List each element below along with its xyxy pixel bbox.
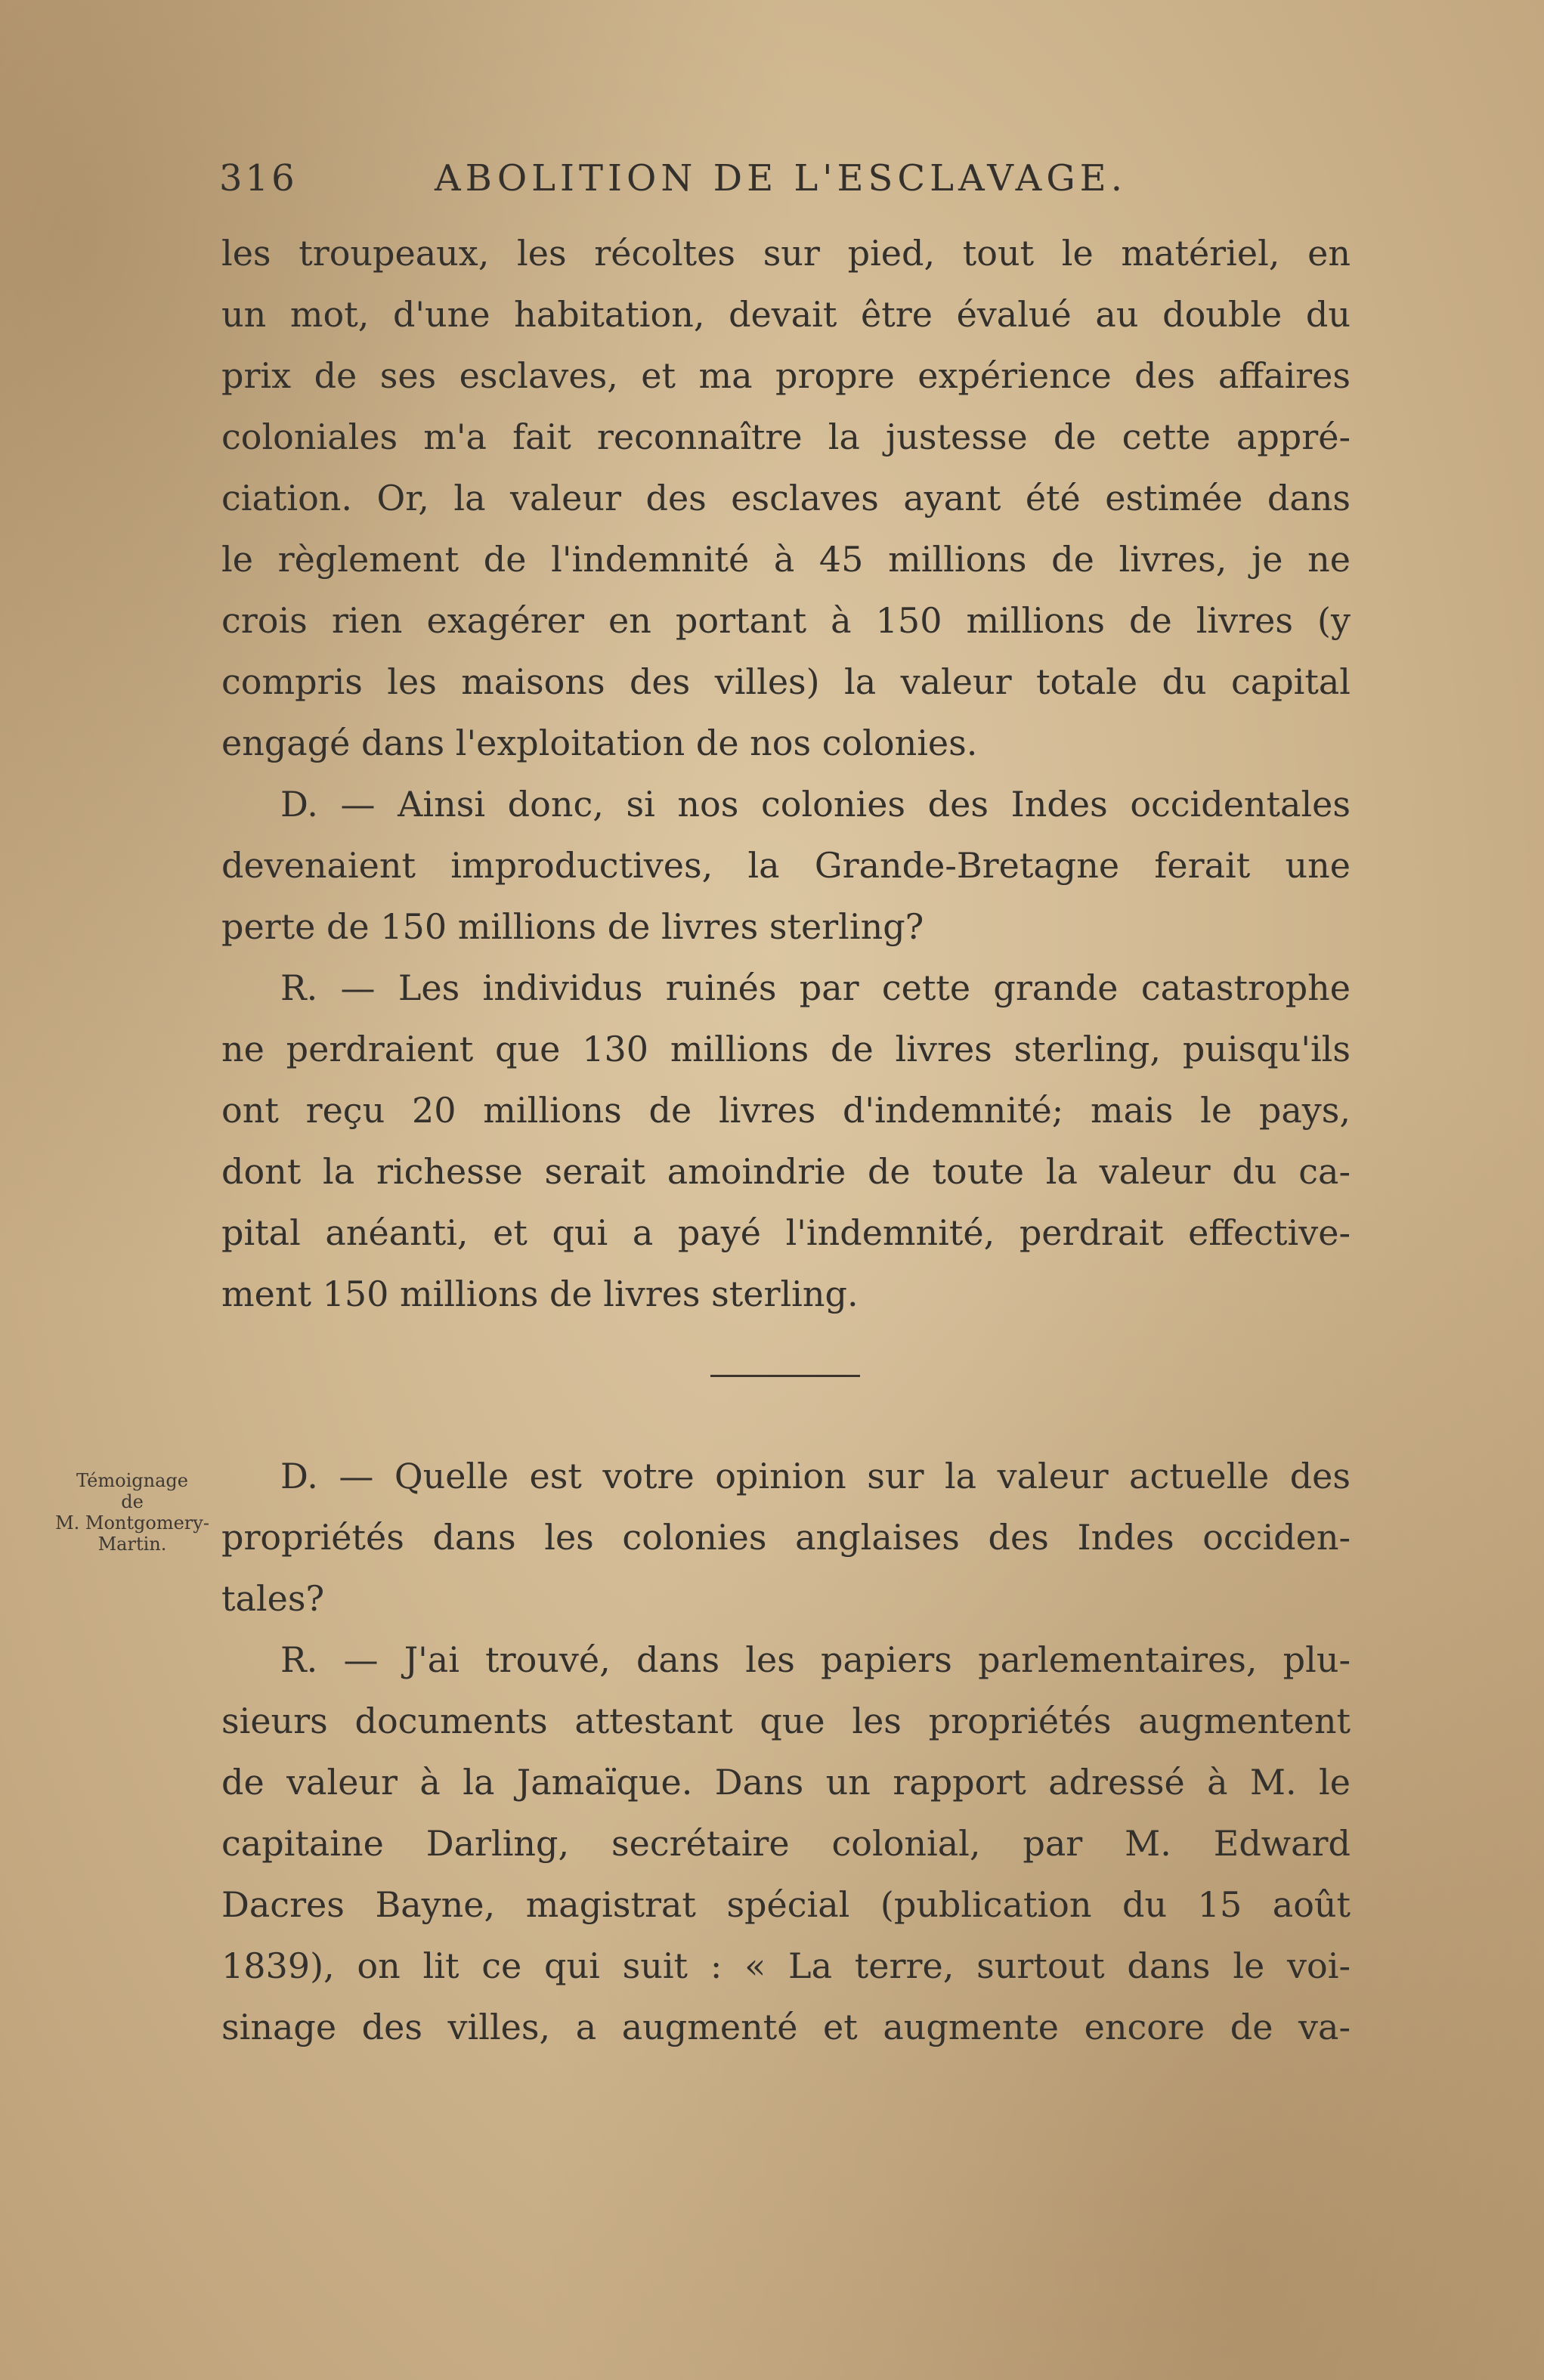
margin-note <box>30 1470 234 1555</box>
text-line: capitaine Darling, secrétaire colonial, par M. Edward <box>221 1823 1351 1864</box>
text-line: coloniales m'a fait reconnaître la justesse de cette appré- <box>221 416 1351 457</box>
main-text-section-1 <box>221 223 1351 1325</box>
margin-note-line: Martin. <box>97 1534 167 1555</box>
answer-line: R. — Les individus ruinés par cette grande catastrophe <box>280 967 1351 1008</box>
section-divider <box>710 1375 860 1377</box>
text-line: sieurs documents attestant que les propriétés augmentent <box>221 1701 1351 1741</box>
question-line: D. — Ainsi donc, si nos colonies des Indes occidentales <box>280 784 1351 825</box>
page-header <box>219 157 1353 210</box>
text-line: ciation. Or, la valeur des esclaves ayant été estimée dans <box>221 478 1351 518</box>
text-line: ne perdraient que 130 millions de livres sterling, puisqu'ils <box>221 1029 1351 1069</box>
text-line: tales? <box>221 1578 325 1619</box>
text-line: dont la richesse serait amoindrie de toute la valeur du ca- <box>221 1151 1351 1192</box>
question-line: D. — Quelle est votre opinion sur la valeur actuelle des <box>280 1456 1351 1496</box>
text-line: le règlement de l'indemnité à 45 millions de livres, je ne <box>221 539 1351 580</box>
text-line: prix de ses esclaves, et ma propre expérience des affaires <box>221 355 1351 396</box>
text-line: de valeur à la Jamaïque. Dans un rapport adressé à M. le <box>221 1762 1351 1803</box>
text-line: ment 150 millions de livres sterling. <box>221 1274 859 1314</box>
main-text-section-2 <box>221 1446 1351 2058</box>
text-line: sinage des villes, a augmenté et augmente encore de va- <box>221 2007 1351 2047</box>
text-line: Dacres Bayne, magistrat spécial (publication du 15 août <box>221 1884 1351 1925</box>
page-number: 316 <box>219 157 298 200</box>
running-title: ABOLITION DE L'ESCLAVAGE. <box>435 157 1127 200</box>
text-line: engagé dans l'exploitation de nos colonies. <box>221 723 978 763</box>
text-line: 1839), on lit ce qui suit : « La terre, surtout dans le voi- <box>221 1945 1351 1986</box>
text-line: compris les maisons des villes) la valeur totale du capital <box>221 661 1351 702</box>
text-line: perte de 150 millions de livres sterling? <box>221 906 924 947</box>
text-line: un mot, d'une habitation, devait être évalué au double du <box>221 294 1351 335</box>
margin-note-line: M. Montgomery- <box>55 1512 209 1534</box>
text-line: pital anéanti, et qui a payé l'indemnité, perdrait effective- <box>221 1212 1351 1253</box>
text-line: propriétés dans les colonies anglaises des Indes occiden- <box>221 1517 1351 1558</box>
margin-note-line: de <box>121 1491 144 1512</box>
text-line: crois rien exagérer en portant à 150 millions de livres (y <box>221 600 1351 641</box>
text-line: devenaient improductives, la Grande-Bretagne ferait une <box>221 845 1351 886</box>
text-line: les troupeaux, les récoltes sur pied, tout le matériel, en <box>221 233 1351 274</box>
text-line: ont reçu 20 millions de livres d'indemnité; mais le pays, <box>221 1090 1351 1131</box>
margin-note-line: Témoignage <box>76 1470 188 1491</box>
answer-line: R. — J'ai trouvé, dans les papiers parlementaires, plu- <box>280 1639 1351 1680</box>
